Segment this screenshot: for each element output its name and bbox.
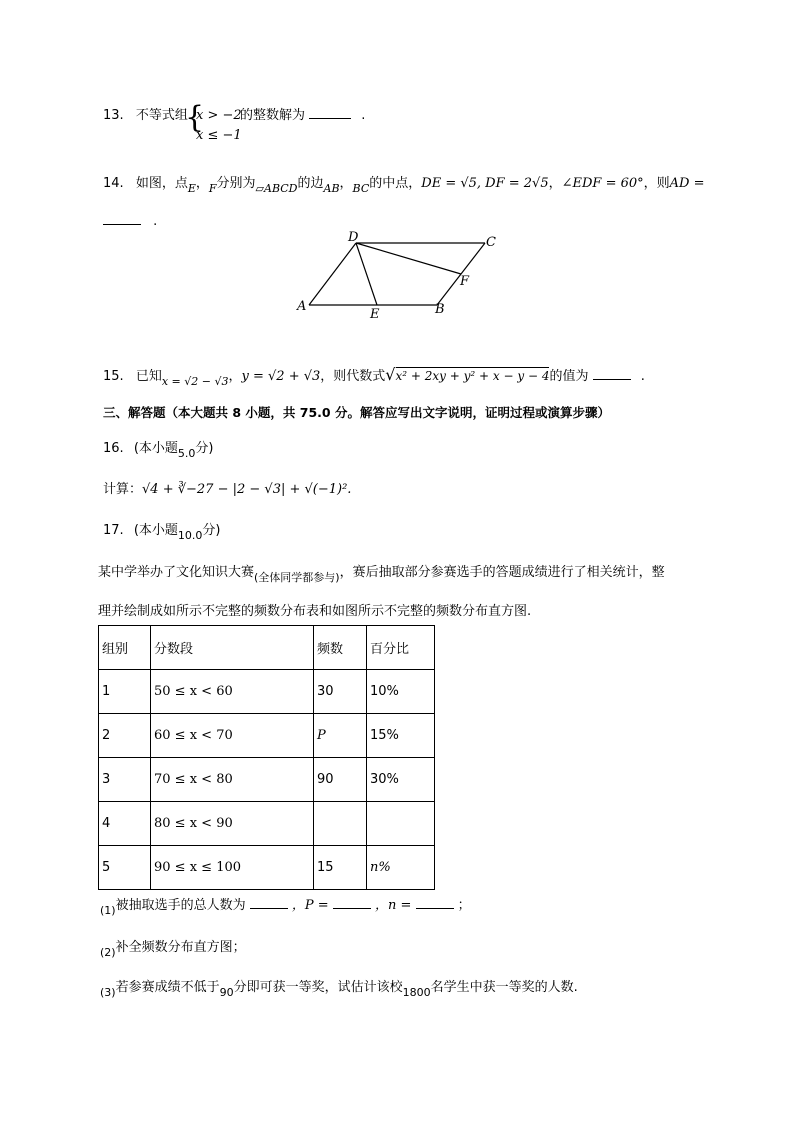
q13-end: . [361, 108, 366, 123]
q17-sub1-p: ，P = [291, 898, 329, 913]
table-cell: 5 [99, 846, 151, 890]
table-cell: 30 [314, 670, 367, 714]
q14-number: 14. [103, 176, 124, 191]
q17-paragraph-line2: 理并绘制成如所示不完整的频数分布表和如图所示不完整的频数分布直方图. [98, 604, 532, 619]
table-cell: 30% [367, 758, 435, 802]
segment-df [356, 243, 461, 274]
q17-sub2 [100, 936, 246, 959]
frequency-table [98, 625, 435, 890]
label-e: E [370, 307, 380, 322]
q17-header [103, 519, 221, 542]
table-cell: P [314, 714, 367, 758]
table-cell [314, 802, 367, 846]
q16-expression: √4 + ∛−27 − |2 − √3| + √(−1)². [142, 482, 352, 497]
q15-number: 15. [103, 369, 124, 384]
q15-middle: ，则代数式 [320, 369, 386, 384]
parallelogram-figure [290, 228, 510, 328]
table-cell: 90 [314, 758, 367, 802]
q14-end: . [153, 214, 158, 229]
q14-text-5: ，则 [643, 176, 670, 191]
table-cell: 10% [367, 670, 435, 714]
q13-ineq1: x > −2 [196, 108, 242, 123]
table-row [99, 802, 435, 846]
table-header-row [99, 626, 435, 670]
table-cell: 1 [99, 670, 151, 714]
q14-comma-2: ， [339, 176, 353, 191]
q17-sub3-text-b: 分即可获一等奖，试估计该校 [233, 980, 403, 995]
q17-blank-total[interactable] [250, 896, 288, 909]
table-cell: 80 ≤ x < 90 [151, 802, 314, 846]
q14-parallelogram: ▱ABCD [255, 182, 298, 195]
header-cell: 频数 [314, 626, 367, 670]
table-cell: 60 ≤ x < 70 [151, 714, 314, 758]
q14-comma-3: ， [548, 176, 562, 191]
q13-brace: { [185, 100, 205, 135]
q15-x: x = √2 − √3 [161, 375, 229, 388]
q17-blank-n[interactable] [416, 896, 454, 909]
q14-side-bc: BC [352, 182, 370, 195]
q14-text-2: 分别为 [216, 176, 256, 191]
q14-condition-1: DE = √5, DF = 2√5 [421, 176, 549, 191]
q13 [103, 104, 188, 123]
q16-compute-label: 计算： [103, 482, 143, 497]
q17-sub3-text-c: 名学生中获一等奖的人数. [430, 980, 578, 995]
label-f: F [460, 274, 470, 289]
table-row [99, 670, 435, 714]
q13-ineq2: x ≤ −1 [196, 128, 242, 143]
table-cell [367, 802, 435, 846]
segment-de [356, 243, 377, 305]
table-cell: 15 [314, 846, 367, 890]
q17-sub1-n: ，n = [374, 898, 412, 913]
label-a: A [297, 299, 307, 314]
q17-sub1 [100, 894, 471, 917]
q17-sub3-count: 1800 [402, 986, 431, 999]
q16-points-open: (本小题 [133, 441, 178, 456]
table-row [99, 846, 435, 890]
q14-text-1: 如图，点 [135, 176, 188, 191]
side-ad [309, 243, 356, 305]
q15-end: . [640, 369, 645, 384]
q15-comma: ， [228, 369, 242, 384]
q17-sub3 [100, 976, 578, 999]
q15-suffix: 的值为 [549, 369, 589, 384]
q15-blank[interactable] [593, 367, 631, 380]
q17-sub1-end: ； [457, 898, 471, 913]
q17-sub3-score: 90 [219, 986, 234, 999]
table-row [99, 758, 435, 802]
q17-text-c: ，赛后抽取部分参赛选手的答题成绩进行了相关统计，整 [339, 565, 665, 580]
q14-point-e: E [187, 182, 196, 195]
q16-header [103, 437, 214, 460]
q17-text-a: 某中学举办了文化知识大赛 [98, 565, 255, 580]
table-cell: 90 ≤ x ≤ 100 [151, 846, 314, 890]
q14-line1 [103, 172, 705, 195]
q17-sub2-text: 补全频数分布直方图； [115, 940, 246, 955]
q17-blank-p[interactable] [333, 896, 371, 909]
q16-points-close: 分) [195, 441, 214, 456]
q17-number: 17. [103, 523, 124, 538]
q17-sub3-text-a: 若参赛成绩不低于 [115, 980, 220, 995]
q13-answer [240, 104, 365, 123]
table-cell: 15% [367, 714, 435, 758]
q17-sub1-number: (1) [100, 904, 116, 917]
q16-points: 5.0 [177, 447, 196, 460]
table-cell: 70 ≤ x < 80 [151, 758, 314, 802]
table-cell: 3 [99, 758, 151, 802]
label-c: C [486, 235, 496, 250]
header-cell: 百分比 [367, 626, 435, 670]
q17-text-b: (全体同学都参与) [254, 571, 340, 584]
section3-heading: 三、解答题（本大题共 8 小题，共 75.0 分。解答应写出文字说明，证明过程或演算步骤） [103, 405, 610, 420]
table-cell: n% [367, 846, 435, 890]
q14-point-f: F [208, 182, 217, 195]
q15-radicand: x² + 2xy + y² + x − y − 4 [395, 369, 550, 383]
table-cell: 4 [99, 802, 151, 846]
table-cell: 50 ≤ x < 60 [151, 670, 314, 714]
q14-blank[interactable] [103, 212, 141, 225]
q14-line2 [103, 212, 157, 229]
header-cell: 组别 [99, 626, 151, 670]
q13-suffix: 的整数解为 [240, 108, 306, 123]
label-d: D [348, 230, 359, 245]
q17-points: 10.0 [177, 529, 203, 542]
q15-radical: √ [385, 365, 396, 384]
q16-number: 16. [103, 441, 124, 456]
q15 [103, 365, 645, 388]
q13-number: 13. [103, 108, 124, 123]
table-cell: 2 [99, 714, 151, 758]
q14-condition-2: ∠EDF = 60° [561, 176, 644, 191]
q15-y: y = √2 + √3 [241, 369, 321, 384]
q14-ask: AD = [669, 176, 705, 191]
label-b: B [435, 302, 445, 317]
q17-sub3-number: (3) [100, 986, 116, 999]
q17-sub2-number: (2) [100, 946, 116, 959]
q17-points-open: (本小题 [133, 523, 178, 538]
q17-points-close: 分) [202, 523, 221, 538]
q14-side-ab: AB [323, 182, 340, 195]
table-row [99, 714, 435, 758]
q14-comma-1: ， [195, 176, 209, 191]
q14-text-3: 的边 [297, 176, 324, 191]
q15-prefix: 已知 [135, 369, 162, 384]
q17-sub1-text: 被抽取选手的总人数为 [115, 898, 246, 913]
q17-paragraph-line1 [98, 561, 665, 584]
q13-blank[interactable] [309, 106, 351, 119]
header-cell: 分数段 [151, 626, 314, 670]
q16-body [103, 478, 351, 497]
q13-prefix: 不等式组 [135, 108, 188, 123]
q14-text-4: 的中点， [369, 176, 422, 191]
